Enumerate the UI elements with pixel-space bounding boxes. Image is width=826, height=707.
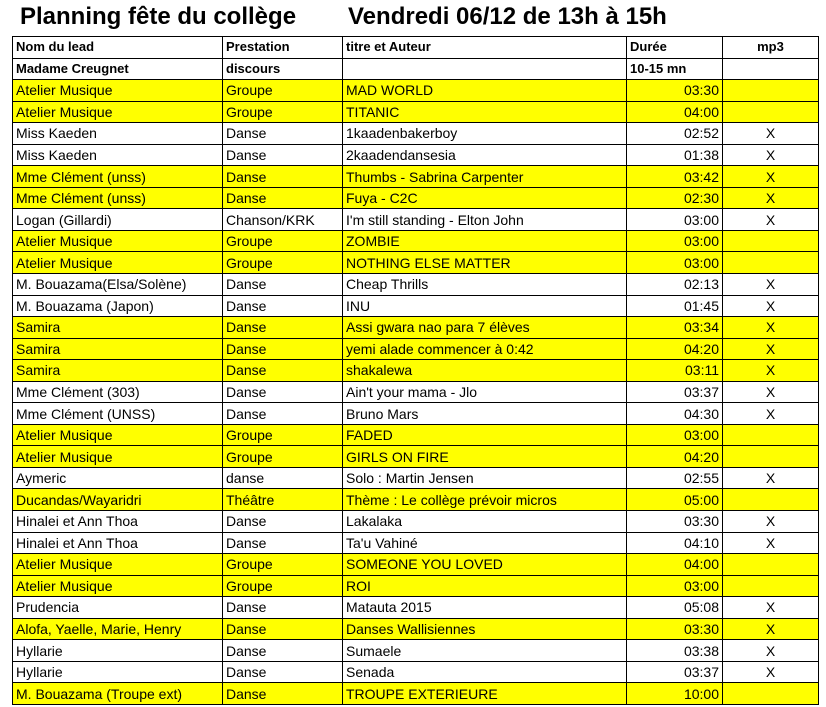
cell-mp3[interactable]: X [723,209,819,231]
cell-titre[interactable]: I'm still standing - Elton John [343,209,627,231]
cell-lead[interactable]: Atelier Musique [13,101,223,123]
cell-titre[interactable]: Thumbs - Sabrina Carpenter [343,166,627,188]
cell-lead[interactable]: Prudencia [13,597,223,619]
event-date: Vendredi 06/12 de 13h à 15h [348,3,667,30]
cell-mp3[interactable] [723,554,819,576]
cell-titre[interactable]: Bruno Mars [343,403,627,425]
table-row [13,661,819,683]
cell-lead[interactable]: Mme Clément (unss) [13,166,223,188]
cell-mp3[interactable]: X [723,467,819,489]
cell-mp3[interactable] [723,683,819,705]
table-row [13,575,819,597]
table-row [13,489,819,511]
cell-mp3[interactable]: X [723,511,819,533]
cell-titre[interactable]: TITANIC [343,101,627,123]
cell-prestation[interactable]: Danse [223,274,343,296]
table-row [13,640,819,662]
cell-prestation[interactable]: Danse [223,381,343,403]
cell-prestation[interactable]: Chanson/KRK [223,209,343,231]
cell-mp3[interactable] [723,424,819,446]
header-prestation[interactable]: Prestation [223,37,343,59]
cell-prestation[interactable]: Danse [223,317,343,339]
cell-prestation[interactable]: Groupe [223,230,343,252]
cell-mp3[interactable]: X [723,381,819,403]
cell-titre[interactable]: Ta'u Vahiné [343,532,627,554]
cell-duree[interactable]: 04:20 [627,446,723,468]
first-row [13,58,819,80]
cell-lead[interactable]: Alofa, Yaelle, Marie, Henry [13,618,223,640]
cell-prestation[interactable]: Danse [223,511,343,533]
table-row [13,209,819,231]
cell-prestation[interactable]: Danse [223,640,343,662]
cell-lead[interactable]: Mme Clément (303) [13,381,223,403]
cell-lead[interactable]: Hinalei et Ann Thoa [13,532,223,554]
table-row [13,317,819,339]
cell-prestation[interactable]: Danse [223,403,343,425]
cell-lead[interactable]: Atelier Musique [13,230,223,252]
cell-mp3[interactable] [723,575,819,597]
cell-titre[interactable]: 1kaadenbakerboy [343,123,627,145]
page-title: Planning fête du collège [20,3,297,30]
cell-duree[interactable]: 03:00 [627,424,723,446]
cell-mp3[interactable]: X [723,640,819,662]
cell-prestation[interactable]: danse [223,467,343,489]
table-row [13,187,819,209]
cell-mp3[interactable] [723,230,819,252]
cell-lead[interactable]: Hyllarie [13,640,223,662]
table-row [13,381,819,403]
cell-titre[interactable]: Solo : Martin Jensen [343,467,627,489]
cell-titre[interactable]: Ain't your mama - Jlo [343,381,627,403]
cell-mp3[interactable]: X [723,144,819,166]
cell-mp3[interactable]: X [723,597,819,619]
cell-lead[interactable]: M. Bouazama (Troupe ext) [13,683,223,705]
cell-prestation[interactable]: Danse [223,597,343,619]
cell-duree[interactable]: 03:38 [627,640,723,662]
table-row [13,123,819,145]
cell-lead[interactable]: Ducandas/Wayaridri [13,489,223,511]
cell-lead[interactable]: Atelier Musique [13,80,223,102]
cell-titre[interactable]: Sumaele [343,640,627,662]
cell-mp3[interactable]: X [723,360,819,382]
table-row [13,295,819,317]
cell-prestation[interactable]: Groupe [223,575,343,597]
table-row [13,403,819,425]
cell-duree[interactable]: 10-15 mn [627,58,723,80]
cell-titre[interactable]: shakalewa [343,360,627,382]
cell-prestation[interactable]: Danse [223,532,343,554]
table-row [13,360,819,382]
cell-lead[interactable]: Miss Kaeden [13,123,223,145]
cell-mp3[interactable]: X [723,317,819,339]
cell-mp3[interactable]: X [723,123,819,145]
table-row [13,554,819,576]
header-mp3[interactable]: mp3 [723,37,819,59]
cell-mp3[interactable] [723,446,819,468]
cell-duree[interactable]: 03:30 [627,618,723,640]
column-header-row [13,37,819,59]
cell-titre[interactable]: Assi gwara nao para 7 élèves [343,317,627,339]
cell-titre[interactable]: NOTHING ELSE MATTER [343,252,627,274]
cell-duree[interactable]: 04:00 [627,101,723,123]
cell-titre[interactable]: Danses Wallisiennes [343,618,627,640]
cell-mp3[interactable]: X [723,295,819,317]
cell-mp3[interactable] [723,489,819,511]
cell-lead[interactable]: Atelier Musique [13,424,223,446]
table-row [13,274,819,296]
cell-duree[interactable]: 01:38 [627,144,723,166]
table-row [13,230,819,252]
cell-lead[interactable]: Atelier Musique [13,575,223,597]
cell-duree[interactable]: 02:13 [627,274,723,296]
cell-prestation[interactable]: Danse [223,123,343,145]
cell-lead[interactable]: Atelier Musique [13,446,223,468]
cell-duree[interactable]: 05:00 [627,489,723,511]
header-duree[interactable]: Durée [627,37,723,59]
cell-titre[interactable]: Fuya - C2C [343,187,627,209]
cell-titre[interactable]: ROI [343,575,627,597]
cell-prestation[interactable]: Groupe [223,424,343,446]
table-row [13,532,819,554]
cell-lead[interactable]: Mme Clément (UNSS) [13,403,223,425]
cell-prestation[interactable]: Danse [223,295,343,317]
cell-prestation[interactable]: Danse [223,683,343,705]
cell-duree[interactable]: 04:30 [627,403,723,425]
cell-lead[interactable]: M. Bouazama (Japon) [13,295,223,317]
cell-titre[interactable]: 2kaadendansesia [343,144,627,166]
cell-mp3[interactable] [723,80,819,102]
table-row [13,446,819,468]
cell-titre[interactable]: Lakalaka [343,511,627,533]
cell-titre[interactable]: Cheap Thrills [343,274,627,296]
cell-lead[interactable]: Logan (Gillardi) [13,209,223,231]
cell-prestation[interactable]: Danse [223,144,343,166]
cell-titre[interactable]: GIRLS ON FIRE [343,446,627,468]
table-row [13,683,819,705]
cell-duree[interactable]: 03:00 [627,230,723,252]
cell-titre[interactable]: Thème : Le collège prévoir micros [343,489,627,511]
cell-lead[interactable]: Miss Kaeden [13,144,223,166]
title-bar [0,0,826,36]
table-row [13,338,819,360]
cell-duree[interactable]: 03:30 [627,80,723,102]
cell-titre[interactable]: Senada [343,661,627,683]
cell-prestation[interactable]: Danse [223,338,343,360]
cell-titre[interactable]: yemi alade commencer à 0:42 [343,338,627,360]
cell-mp3[interactable]: X [723,338,819,360]
cell-titre[interactable]: ZOMBIE [343,230,627,252]
cell-prestation[interactable]: Théâtre [223,489,343,511]
cell-prestation[interactable]: Danse [223,661,343,683]
table-row [13,144,819,166]
table-row [13,166,819,188]
cell-duree[interactable]: 10:00 [627,683,723,705]
cell-lead[interactable]: Hyllarie [13,661,223,683]
cell-prestation[interactable]: Groupe [223,252,343,274]
cell-lead[interactable]: Aymeric [13,467,223,489]
cell-duree[interactable]: 03:42 [627,166,723,188]
cell-titre[interactable]: MAD WORLD [343,80,627,102]
cell-prestation[interactable]: Groupe [223,446,343,468]
cell-duree[interactable]: 05:08 [627,597,723,619]
cell-duree[interactable]: 02:52 [627,123,723,145]
cell-titre[interactable]: SOMEONE YOU LOVED [343,554,627,576]
cell-mp3[interactable] [723,252,819,274]
cell-mp3[interactable]: X [723,187,819,209]
cell-lead[interactable]: Hinalei et Ann Thoa [13,511,223,533]
cell-lead[interactable]: Atelier Musique [13,252,223,274]
cell-prestation[interactable]: Groupe [223,80,343,102]
cell-duree[interactable]: 04:00 [627,554,723,576]
table-row [13,424,819,446]
cell-prestation[interactable]: Danse [223,187,343,209]
cell-mp3[interactable]: X [723,166,819,188]
cell-prestation[interactable]: discours [223,58,343,80]
schedule-body [13,37,819,705]
cell-duree[interactable]: 03:00 [627,252,723,274]
cell-mp3[interactable]: X [723,532,819,554]
cell-duree[interactable]: 04:20 [627,338,723,360]
cell-prestation[interactable]: Danse [223,166,343,188]
cell-titre[interactable]: TROUPE EXTERIEURE [343,683,627,705]
table-row [13,252,819,274]
cell-mp3[interactable] [723,58,819,80]
cell-lead[interactable]: Samira [13,338,223,360]
cell-lead[interactable]: Samira [13,317,223,339]
header-lead[interactable]: Nom du lead [13,37,223,59]
cell-mp3[interactable] [723,101,819,123]
cell-prestation[interactable]: Groupe [223,101,343,123]
cell-duree[interactable]: 03:00 [627,209,723,231]
table-row [13,618,819,640]
schedule-table [12,36,819,705]
cell-duree[interactable]: 04:10 [627,532,723,554]
cell-lead[interactable]: Madame Creugnet [13,58,223,80]
cell-lead[interactable]: Atelier Musique [13,554,223,576]
cell-lead[interactable]: Samira [13,360,223,382]
table-row [13,80,819,102]
cell-mp3[interactable]: X [723,618,819,640]
cell-prestation[interactable]: Groupe [223,554,343,576]
cell-prestation[interactable]: Danse [223,618,343,640]
cell-duree[interactable]: 03:37 [627,661,723,683]
cell-lead[interactable]: M. Bouazama(Elsa/Solène) [13,274,223,296]
cell-duree[interactable]: 03:34 [627,317,723,339]
cell-duree[interactable]: 01:45 [627,295,723,317]
cell-duree[interactable]: 03:00 [627,575,723,597]
cell-duree[interactable]: 02:55 [627,467,723,489]
cell-titre[interactable] [343,58,627,80]
header-titre[interactable]: titre et Auteur [343,37,627,59]
table-row [13,597,819,619]
table-row [13,511,819,533]
cell-mp3[interactable]: X [723,661,819,683]
cell-prestation[interactable]: Danse [223,360,343,382]
table-row [13,101,819,123]
cell-mp3[interactable]: X [723,274,819,296]
cell-duree[interactable]: 03:11 [627,360,723,382]
cell-duree[interactable]: 03:37 [627,381,723,403]
cell-titre[interactable]: FADED [343,424,627,446]
cell-mp3[interactable]: X [723,403,819,425]
cell-titre[interactable]: INU [343,295,627,317]
cell-duree[interactable]: 03:30 [627,511,723,533]
table-row [13,467,819,489]
cell-titre[interactable]: Matauta 2015 [343,597,627,619]
cell-lead[interactable]: Mme Clément (unss) [13,187,223,209]
cell-duree[interactable]: 02:30 [627,187,723,209]
